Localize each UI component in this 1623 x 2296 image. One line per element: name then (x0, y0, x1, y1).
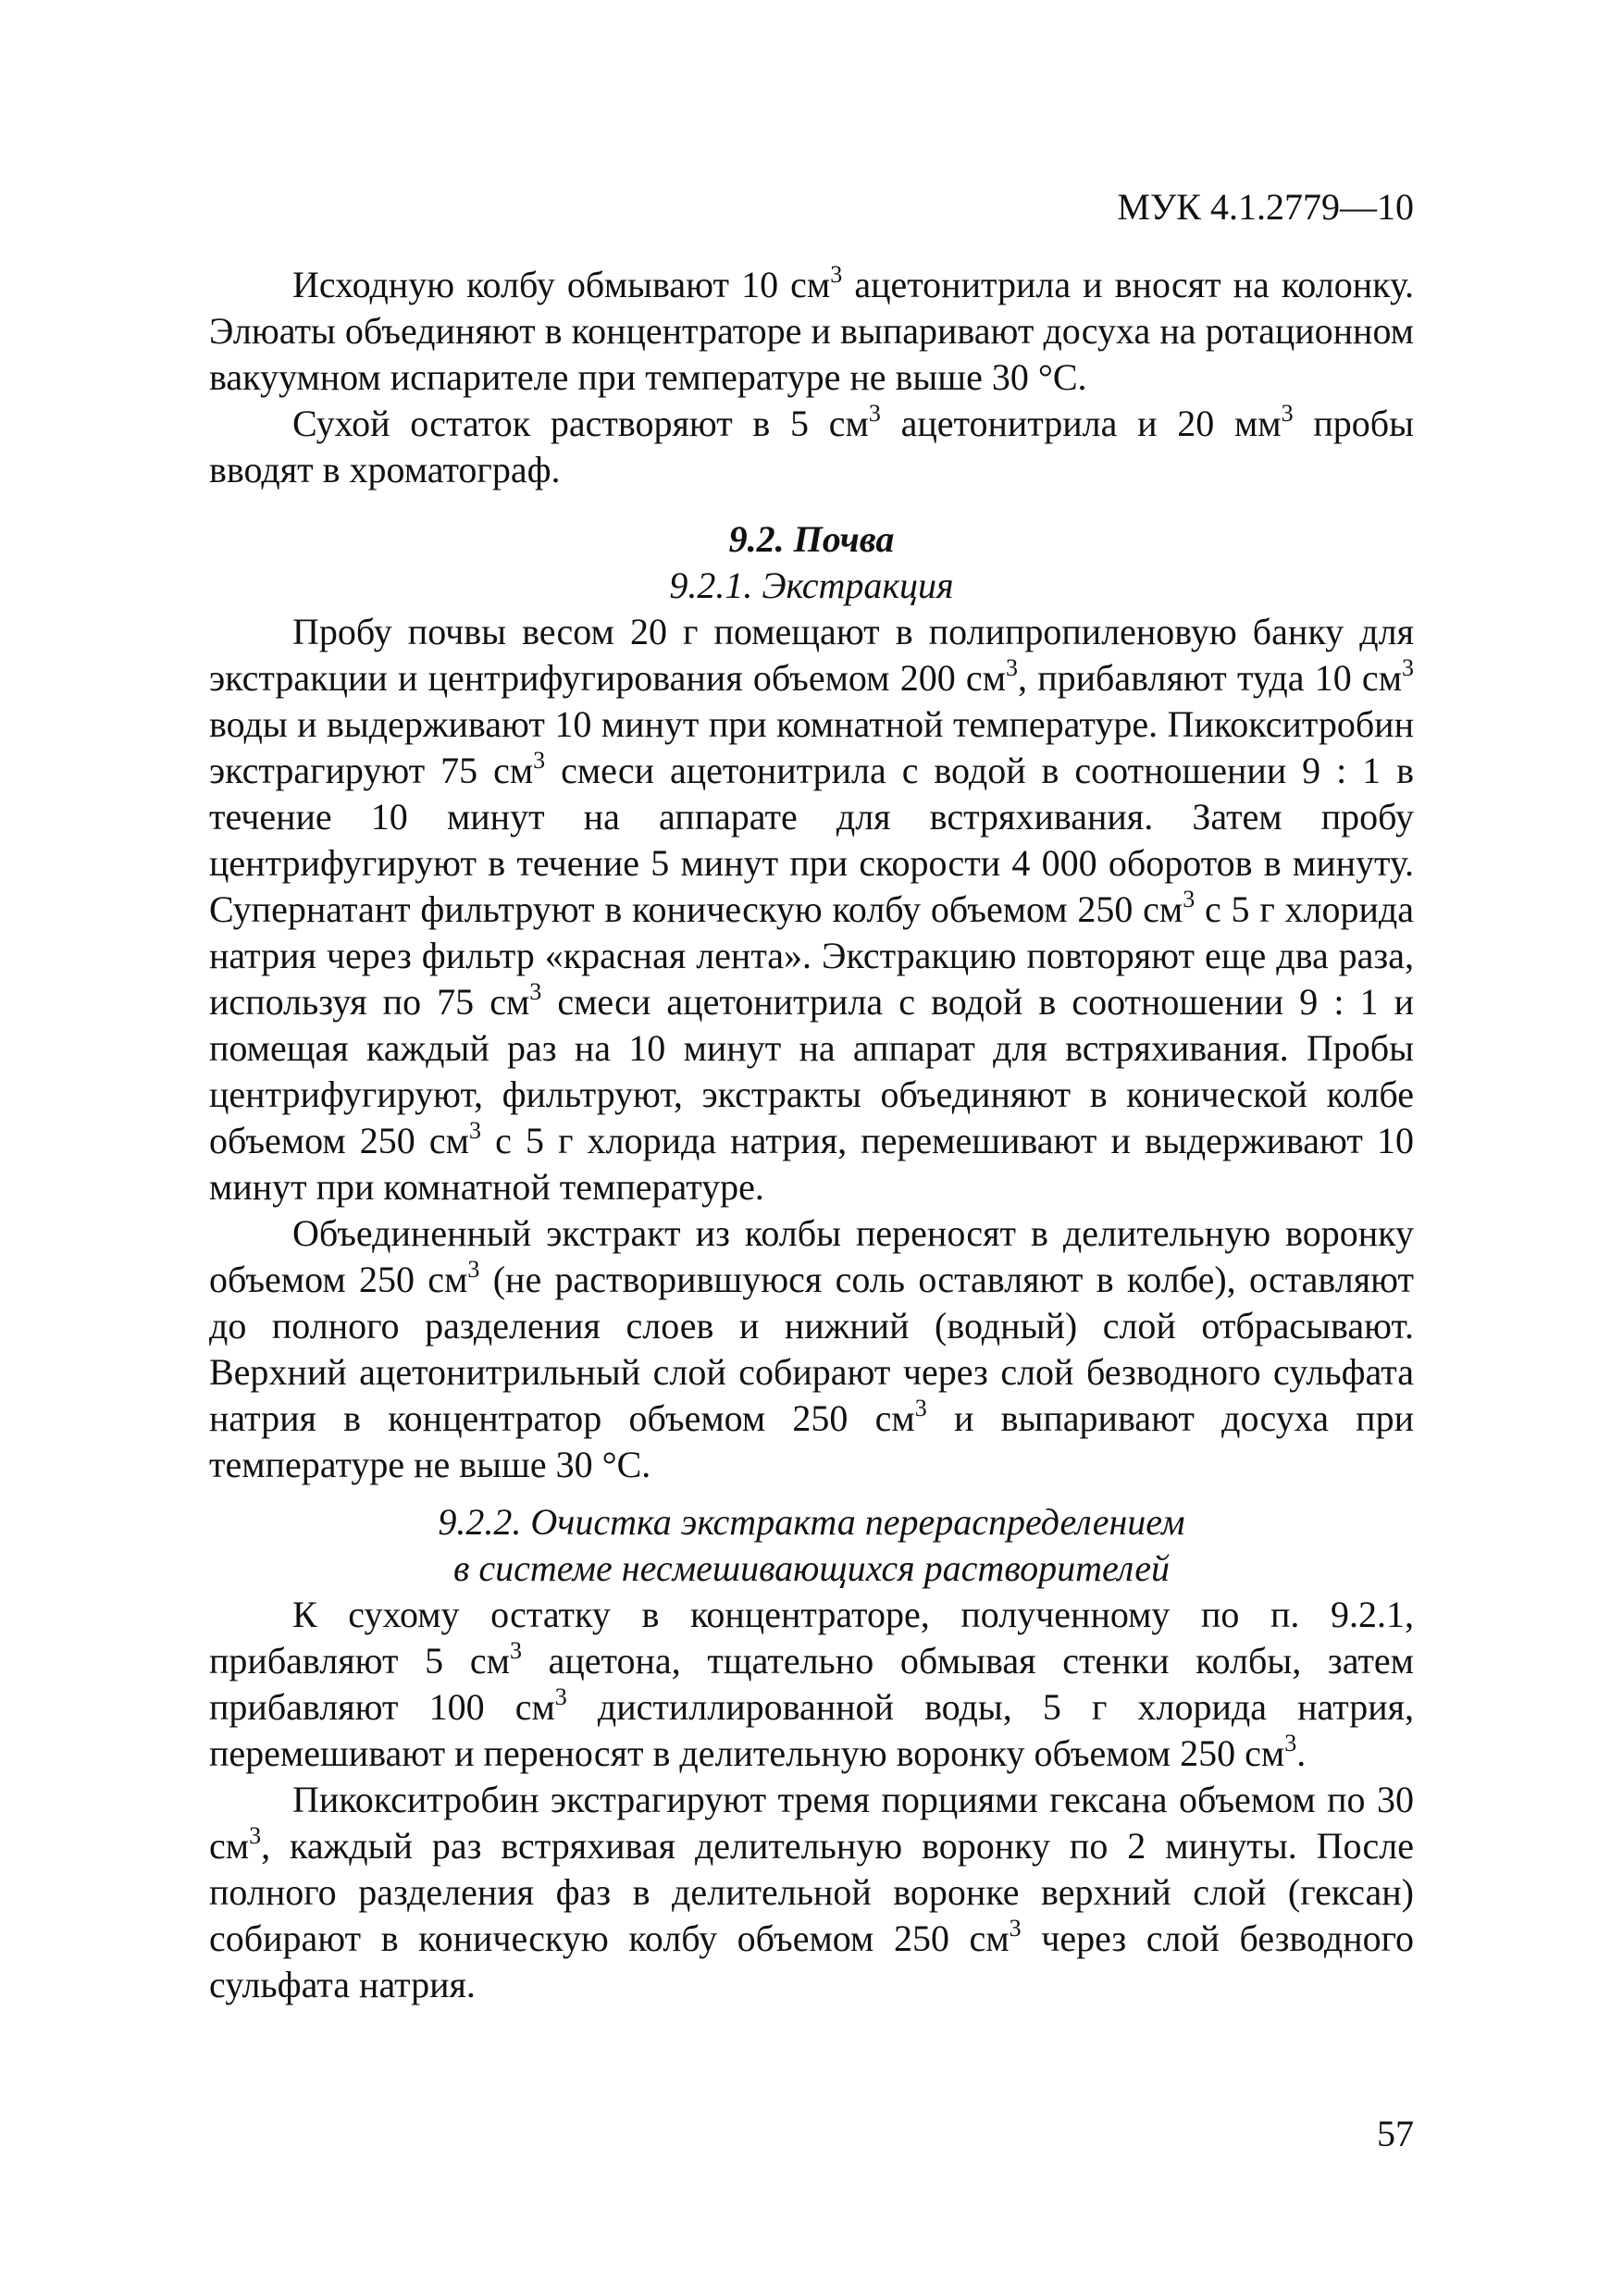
page-number: 57 (1377, 2113, 1414, 2154)
superscript: 3 (830, 261, 843, 288)
text-run: Пробу почвы весом 20 г помещают в полипропиленовую банку для экстракции и центрифугирования объемом 200 см (209, 611, 1414, 699)
text-run: ацетонитрила и 20 мм (880, 403, 1282, 444)
text-run: Исходную колбу обмывают 10 см (292, 264, 831, 305)
superscript: 3 (914, 1395, 927, 1421)
subsection-heading-cleanup-line1: 9.2.2. Очистка экстракта перераспределением (438, 1501, 1185, 1543)
page-body (209, 262, 1414, 2008)
text-run: , каждый раз встряхивая делительную воронку по 2 минуты. После полного разделения фаз в делительной воронке верхний слой (гексан) собирают в коническую колбу объемом 250 см (209, 1825, 1414, 1959)
paragraph-soil-extraction (209, 609, 1414, 1210)
text-run: воды и выдерживают 10 минут при комнатной температуре. Пикокситробин экстрагируют 75 см (209, 703, 1414, 791)
superscript: 3 (529, 978, 542, 1005)
paragraph-combined-extract (209, 1210, 1414, 1488)
paragraph-dry-residue-acetone (209, 1592, 1414, 1777)
text-run: (не растворившуюся соль оставляют в колбе), оставляют до полного разделения слоев и нижний (водный) слой отбрасывают. Верхний ацетонитрильный слой собирают через слой безводного сульфата натрия в концентратор объемом 250 см (209, 1259, 1414, 1439)
text-run: Объединенный экстракт из колбы переносят в делительную воронку объемом 250 см (209, 1212, 1414, 1300)
superscript: 3 (868, 400, 881, 427)
superscript: 3 (1281, 400, 1294, 427)
text-run: ацетона, тщательно обмывая стенки колбы, затем прибавляют 100 см (209, 1640, 1414, 1728)
superscript: 3 (1402, 654, 1415, 681)
text-run: Пикокситробин экстрагируют тремя порциями гексана объемом по 30 см (209, 1779, 1414, 1867)
superscript: 3 (554, 1683, 567, 1710)
text-run: пробы вводят в хроматограф. (209, 403, 1414, 490)
text-run: . (1296, 1732, 1307, 1774)
paragraph-dissolve-residue (209, 401, 1414, 493)
subsection-heading-cleanup-line2: в системе несмешивающихся растворителей (452, 1547, 1170, 1589)
text-run: с 5 г хлорида натрия через фильтр «красная лента». Экстракцию повторяют еще два раза, используя по 75 см (209, 888, 1414, 1023)
superscript: 3 (1009, 1915, 1022, 1942)
text-run: и выпаривают досуха при температуре не выше 30 °С. (209, 1397, 1414, 1485)
superscript: 3 (468, 1117, 481, 1144)
text-run: , прибавляют туда 10 см (1018, 657, 1403, 699)
text-run: через слой безводного сульфата натрия. (209, 1917, 1415, 2005)
section-heading-soil: 9.2. Почва (728, 518, 895, 560)
superscript: 3 (1183, 886, 1196, 912)
superscript: 3 (509, 1637, 522, 1664)
superscript: 3 (467, 1256, 480, 1283)
text-run: К сухому остатку в концентраторе, полученному по п. 9.2.1, прибавляют 5 см (209, 1594, 1414, 1682)
text-run: ацетонитрила и вносят на колонку. Элюаты объединяют в концентраторе и выпаривают досуха на ротационном вакуумном испарителе при температуре не выше 30 °С. (209, 264, 1414, 398)
superscript: 3 (533, 747, 546, 774)
text-run: смеси ацетонитрила с водой в соотношении 9 : 1 в течение 10 минут на аппарате для встряхивания. Затем пробу центрифугируют в течение 5 минут при скорости 4 000 оборотов в минуту. Супернатант фильтруют в коническую колбу объемом 250 см (209, 750, 1414, 930)
superscript: 3 (249, 1822, 262, 1849)
subsection-heading-extraction: 9.2.1. Экстракция (669, 565, 954, 606)
text-run: с 5 г хлорида натрия, перемешивают и выдерживают 10 минут при комнатной температуре. (209, 1120, 1414, 1208)
paragraph-rinse-flask (209, 262, 1414, 401)
paragraph-hexane-extraction (209, 1777, 1414, 2008)
superscript: 3 (1284, 1730, 1297, 1756)
document-code-header: МУК 4.1.2779—10 (1117, 186, 1414, 228)
superscript: 3 (1006, 654, 1019, 681)
text-run: смеси ацетонитрила с водой в соотношении 9 : 1 и помещая каждый раз на 10 минут на аппарат для встряхивания. Пробы центрифугируют, фильтруют, экстракты объединяют в конической колбе объемом 250 см (209, 981, 1415, 1161)
text-run: Сухой остаток растворяют в 5 см (292, 403, 869, 444)
text-run: дистиллированной воды, 5 г хлорида натрия, перемешивают и переносят в делительную воронку объемом 250 см (209, 1686, 1414, 1774)
